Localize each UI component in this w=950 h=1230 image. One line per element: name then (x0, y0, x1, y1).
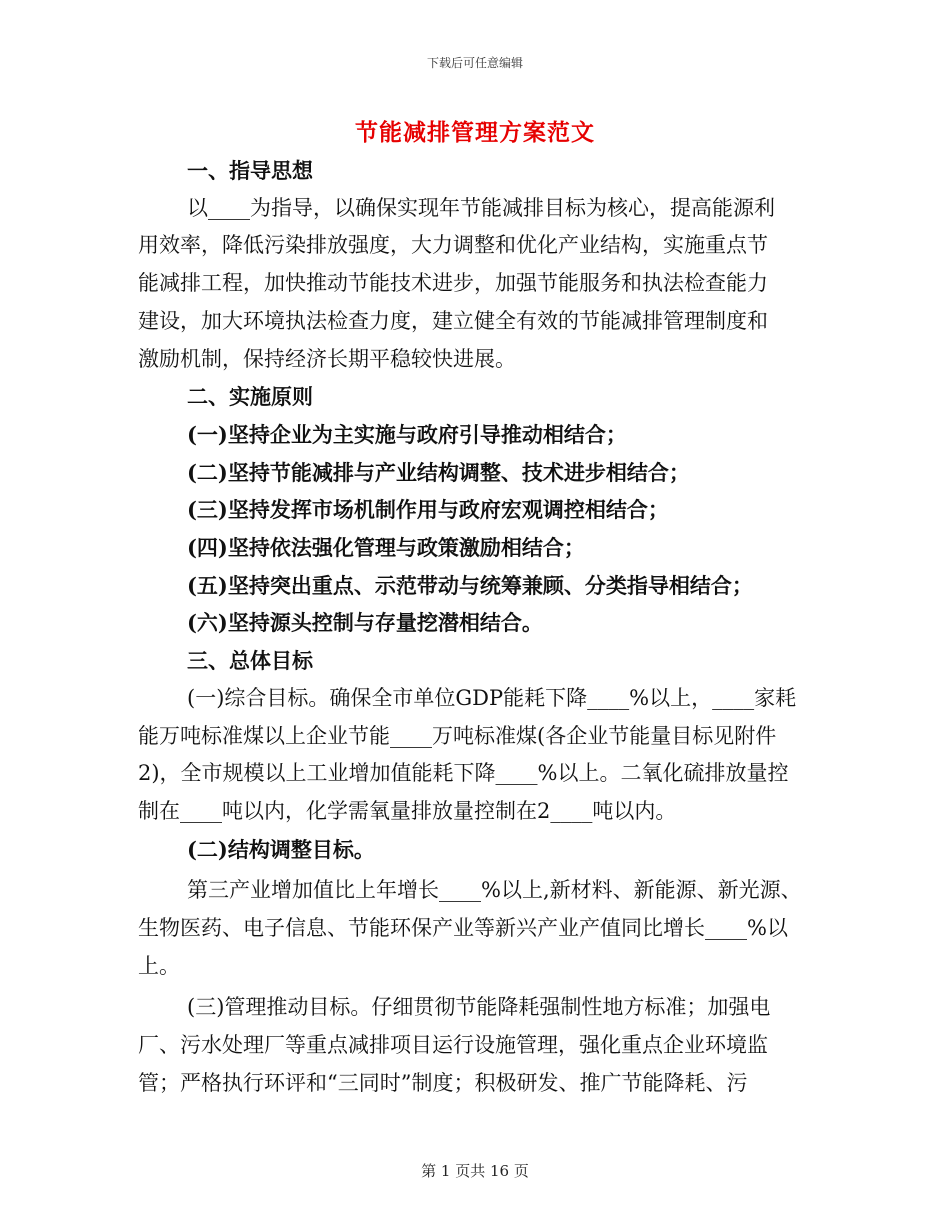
paragraph-line: 制在____吨以内，化学需氧量排放量控制在2____吨以内。 (138, 798, 677, 823)
document-body (138, 152, 814, 1103)
section-heading-principles: 二、实施原则 (187, 384, 313, 410)
principles-list (138, 416, 814, 642)
principle-item: (六)坚持源头控制与存量挖潜相结合。 (187, 610, 543, 636)
paragraph-structural-goal (138, 872, 814, 985)
principle-item: (四)坚持依法强化管理与政策激励相结合； (187, 535, 585, 561)
principle-item: (一)坚持企业为主实施与政府引导推动相结合； (187, 421, 627, 447)
paragraph-line: 第三产业增加值比上年增长____%以上,新材料、新能源、新光源、 (187, 878, 802, 903)
paragraph-line: 生物医药、电子信息、节能环保产业等新兴产业产值同比增长____%以 (138, 916, 788, 941)
paragraph-line: 激励机制，保持经济长期平稳较快进展。 (138, 346, 516, 371)
principle-item: (五)坚持突出重点、示范带动与统筹兼顾、分类指导相结合； (187, 572, 753, 598)
paragraph-line: 2)，全市规模以上工业增加值能耗下降____%以上。二氧化硫排放量控 (138, 761, 789, 786)
header-note: 下载后可任意编辑 (426, 56, 523, 70)
paragraph-line: 以____为指导，以确保实现年节能减排目标为核心，提高能源利 (187, 195, 775, 220)
page-footer: 第 1 页共 16 页 (421, 1162, 529, 1180)
subsection-heading-structural-goal: (二)结构调整目标。 (187, 836, 375, 862)
document-title: 节能减排管理方案范文 (355, 119, 595, 146)
paragraph-line: 管；严格执行环评和“三同时”制度；积极研发、推广节能降耗、污 (138, 1070, 748, 1095)
paragraph-guiding-thought (138, 190, 814, 379)
paragraph-line: (三)管理推动目标。仔细贯彻节能降耗强制性地方标准；加强电 (187, 995, 771, 1020)
paragraph-line: 用效率，降低污染排放强度，大力调整和优化产业结构，实施重点节 (138, 233, 768, 258)
principle-item: (三)坚持发挥市场机制作用与政府宏观调控相结合； (187, 497, 669, 523)
paragraph-management-goal (138, 989, 814, 1102)
paragraph-line: (一)综合目标。确保全市单位GDP能耗下降____%以上，____家耗 (187, 685, 797, 710)
principle-item: (二)坚持节能减排与产业结构调整、技术进步相结合； (187, 459, 690, 485)
paragraph-line: 厂、污水处理厂等重点减排项目运行设施管理，强化重点企业环境监 (138, 1033, 768, 1058)
paragraph-comprehensive-goal (138, 680, 814, 831)
paragraph-line: 能万吨标准煤以上企业节能____万吨标准煤(各企业节能量目标见附件 (138, 723, 777, 748)
paragraph-line: 建设，加大环境执法检查力度，建立健全有效的节能减排管理制度和 (138, 308, 768, 333)
paragraph-line: 能减排工程，加快推动节能技术进步，加强节能服务和执法检查能力 (138, 271, 768, 296)
section-heading-overall-goals: 三、总体目标 (187, 648, 313, 674)
paragraph-line: 上。 (138, 953, 180, 978)
section-heading-guiding-thought: 一、指导思想 (187, 158, 313, 183)
